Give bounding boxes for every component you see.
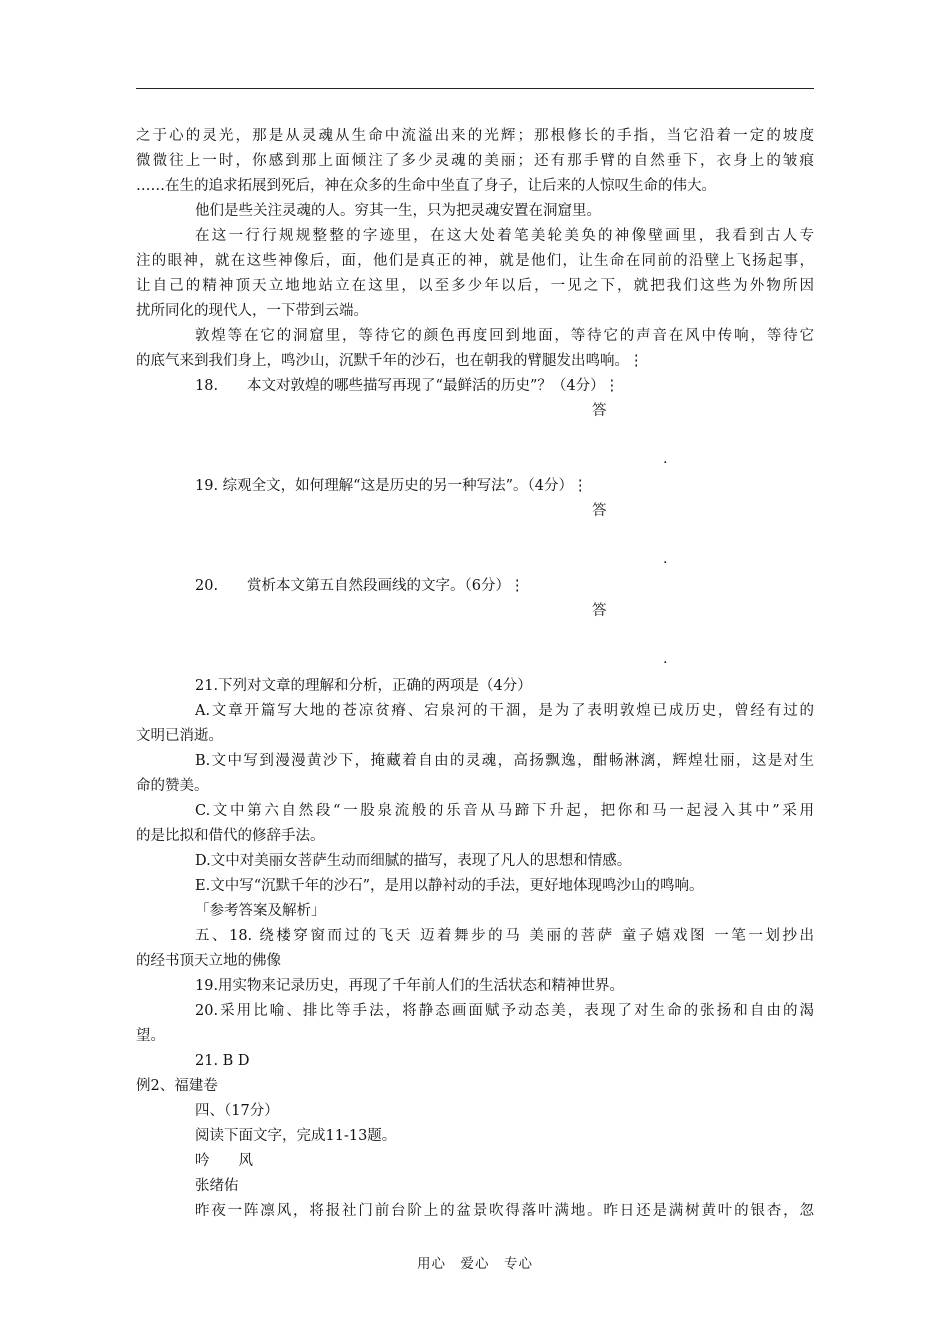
question-21: 21.下列对文章的理解和分析，正确的两项是（4分）: [195, 678, 532, 694]
answer-label-20: 答: [592, 603, 607, 619]
example-instruction: 阅读下面文字，完成11-13题。: [195, 1128, 397, 1144]
option-c: C.文中第六自然段“一股泉流般的乐音从马蹄下升起，把你和马一起浸入其中”采用: [195, 803, 814, 819]
option-a: A.文章开篇写大地的苍凉贫瘠、宕泉河的干涸，是为了表明敦煌已成历史，曾经有过的: [195, 703, 814, 719]
answer-end-mark-18: .: [663, 451, 668, 467]
answer-21: 21. B D: [195, 1053, 250, 1069]
answer-end-mark-20: .: [663, 651, 668, 667]
essay-first-line: 昨夜一阵凛风，将报社门前台阶上的盆景吹得落叶满地。昨日还是满树黄叶的银杏，忽: [195, 1203, 814, 1219]
answer-19: 19.用实物来记录历史，再现了千年前人们的生活状态和精神世界。: [195, 978, 625, 994]
header-rule: [136, 88, 814, 89]
answer-18: 五、18. 绕楼穿窗而过的飞天 迈着舞步的马 美丽的菩萨 童子嬉戏图 一笔一划抄出: [195, 928, 814, 944]
option-b-cont: 命的赞美。: [136, 778, 209, 794]
answer-label-19: 答: [592, 503, 607, 519]
answers-header: 「参考答案及解析」: [195, 903, 326, 919]
example-title: 例2、福建卷: [136, 1078, 218, 1094]
answer-end-mark-19: .: [663, 551, 668, 567]
example-section: 四、（17分）: [195, 1103, 279, 1119]
option-c-cont: 的是比拟和借代的修辞手法。: [136, 828, 325, 844]
option-d: D.文中对美丽女菩萨生动而细腻的描写，表现了凡人的思想和情感。: [195, 853, 632, 869]
answer-label-18: 答: [592, 403, 607, 419]
page-footer: 用心 爱心 专心: [417, 1256, 533, 1272]
text-line: 在这一行行规规整整的字迹里，在这大处着笔美轮美奂的神像壁画里，我看到古人专: [195, 228, 814, 244]
option-e: E.文中写“沉默千年的沙石”，是用以静衬动的手法，更好地体现鸣沙山的鸣响。: [195, 878, 704, 894]
essay-title: 吟 风: [195, 1153, 253, 1169]
answer-18-cont: 的经书顶天立地的佛像: [136, 953, 281, 969]
answer-20: 20.采用比喻、排比等手法，将静态画面赋予动态美，表现了对生命的张扬和自由的渴: [195, 1003, 814, 1019]
option-a-cont: 文明已消逝。: [136, 728, 223, 744]
text-line: 注的眼神，就在这些神像后，面，他们是真正的神，就是他们，让生命在同前的沿壁上飞扬起事，: [136, 253, 814, 269]
option-b: B.文中写到漫漫黄沙下，掩藏着自由的灵魂，高扬飘逸，酣畅淋漓，辉煌壮丽，这是对生: [195, 753, 814, 769]
essay-author: 张绪佑: [195, 1178, 239, 1194]
text-line: 让自己的精神顶天立地地站立在这里，以至多少年以后，一见之下，就把我们这些为外物所因: [136, 278, 814, 294]
text-line: ……在生的追求拓展到死后，神在众多的生命中坐直了身子，让后来的人惊叹生命的伟大。: [136, 178, 716, 194]
question-18: 18. 本文对敦煌的哪些描写再现了“最鲜活的历史”？（4分）⋮: [195, 378, 620, 394]
question-19: 19. 综观全文，如何理解“这是历史的另一种写法”。（4分）⋮: [195, 478, 588, 494]
text-line: 扰所同化的现代人，一下带到云端。: [136, 303, 368, 319]
text-line: 他们是些关注灵魂的人。穷其一生，只为把灵魂安置在洞窟里。: [195, 203, 601, 219]
text-line: 的底气来到我们身上，鸣沙山，沉默千年的沙石，也在朝我的臂腿发出鸣响。⋮: [136, 353, 644, 369]
question-20: 20. 赏析本文第五自然段画线的文字。（6分）⋮: [195, 578, 525, 594]
text-line: 之于心的灵光，那是从灵魂从生命中流溢出来的光辉；那根修长的手指，当它沿着一定的坡度: [136, 128, 814, 144]
answer-20-cont: 望。: [136, 1028, 165, 1044]
text-line: 敦煌等在它的洞窟里，等待它的颜色再度回到地面，等待它的声音在风中传响，等待它: [195, 328, 814, 344]
text-line: 微微往上一时，你感到那上面倾注了多少灵魂的美丽；还有那手臂的自然垂下，衣身上的皱痕: [136, 153, 814, 169]
